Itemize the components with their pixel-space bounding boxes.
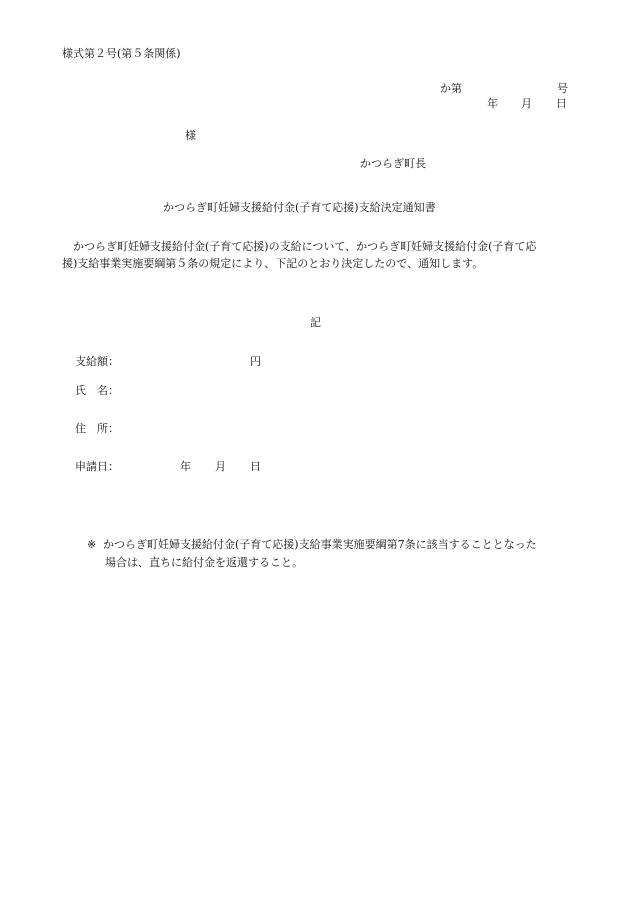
note-mark: ※ — [87, 538, 97, 551]
address-label: 住 所： — [75, 422, 119, 435]
amount-label: 支給額： — [75, 355, 119, 368]
body-line-2: 援)支給事業実施要綱第５条の規定により、下記のとおり決定したので、通知します。 — [62, 257, 484, 270]
document-title: かつらぎ町妊婦支援給付金(子育て応援)支給決定通知書 — [163, 201, 436, 214]
application-month: 月 — [215, 460, 226, 473]
addressee-suffix: 様 — [185, 129, 196, 142]
ki-heading: 記 — [310, 316, 321, 329]
application-year: 年 — [180, 460, 191, 473]
date-month: 月 — [521, 97, 532, 110]
form-number: 様式第２号(第５条関係) — [62, 47, 181, 60]
doc-number-suffix: 号 — [557, 82, 568, 95]
amount-unit: 円 — [250, 355, 261, 368]
date-year: 年 — [487, 97, 498, 110]
application-date-label: 申請日： — [75, 460, 119, 473]
issuer: かつらぎ町長 — [360, 157, 426, 170]
doc-number-prefix: か第 — [440, 82, 462, 95]
note-line-1: かつらぎ町妊婦支援給付金(子育て応援)支給事業実施要綱第7条に該当することとなった — [103, 538, 537, 551]
body-line-1: かつらぎ町妊婦支援給付金(子育て応援)の支給について、かつらぎ町妊婦支援給付金(子育て応 — [62, 240, 537, 253]
note-line-2: 場合は、直ちに給付金を返還すること。 — [105, 556, 303, 569]
application-day: 日 — [250, 460, 261, 473]
date-day: 日 — [556, 97, 567, 110]
name-label: 氏 名： — [75, 384, 119, 397]
